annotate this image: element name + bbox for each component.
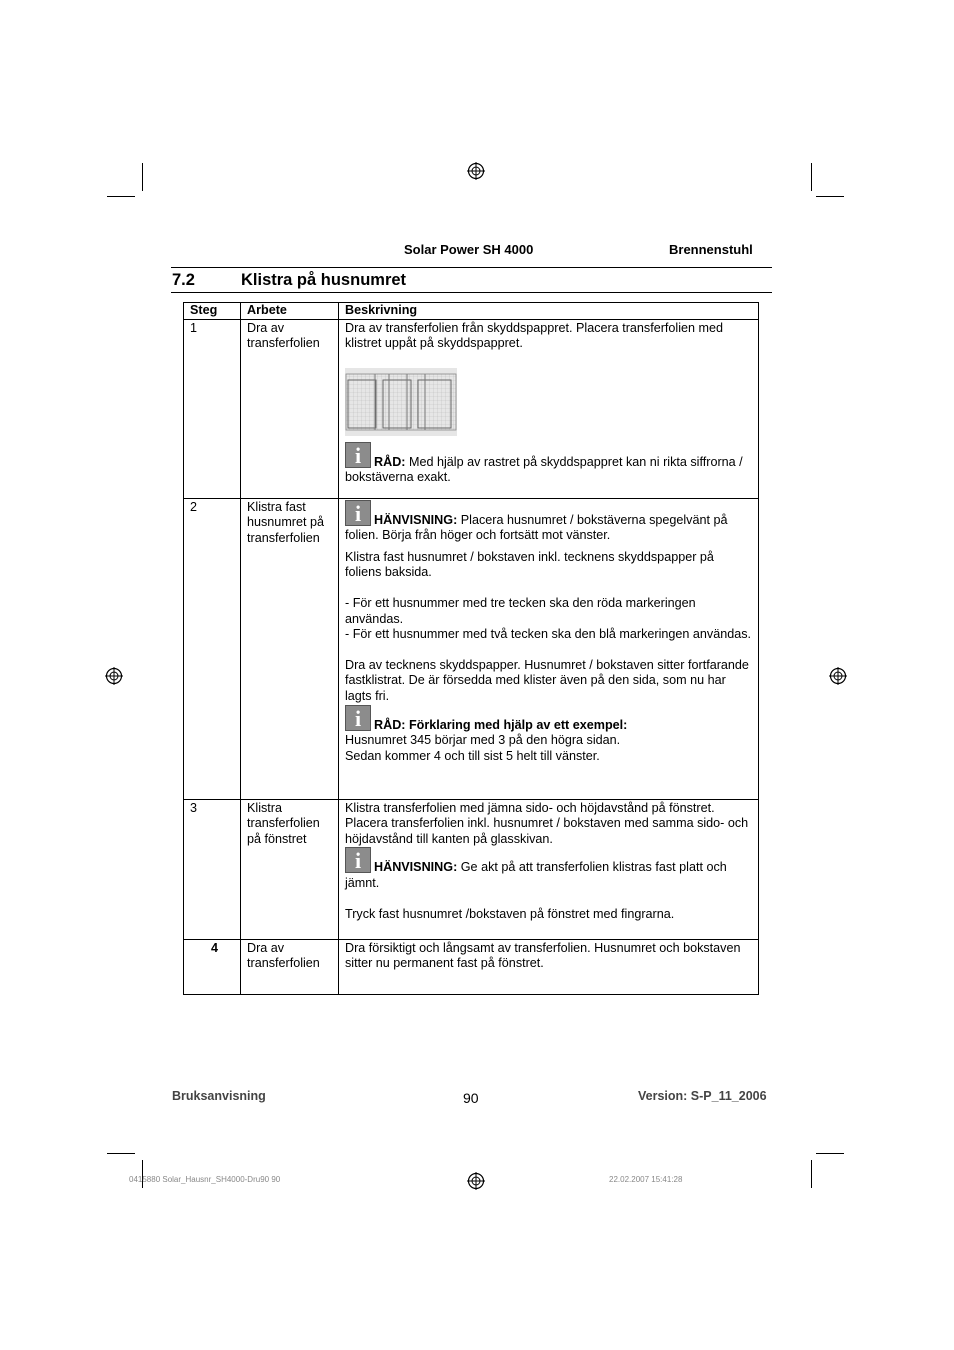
step-number: 1: [184, 319, 241, 498]
bullet-item: - För ett husnummer med två tecken ska den blå markeringen användas.: [345, 627, 752, 642]
crop-mark: [107, 1153, 135, 1154]
bullet-item: - För ett husnummer med tre tecken ska den röda markeringen användas.: [345, 595, 696, 626]
note-text: Placera husnumret / bokstäverna spegelvänt på folien. Börja från höger och fortsätt mot vänster.: [345, 512, 728, 543]
step-description: [339, 799, 759, 939]
table-row: [184, 939, 759, 994]
info-icon: i: [345, 847, 371, 873]
table-row: [184, 498, 759, 799]
note-label: HÄNVISNING:: [374, 512, 458, 527]
crop-mark: [811, 1160, 812, 1188]
table-row: [184, 799, 759, 939]
column-header-task: Arbete: [241, 303, 339, 320]
step-description: [339, 939, 759, 994]
description-text: Dra försiktigt och långsamt av transferfolien. Husnumret och bokstaven sitter nu permanent fast på fönstret.: [345, 940, 741, 971]
page-number: 90: [463, 1090, 479, 1106]
header-product: Solar Power SH 4000: [404, 242, 534, 257]
footer-manual-label: Bruksanvisning: [172, 1089, 266, 1103]
registration-mark-icon: [829, 667, 847, 685]
step-task: Klistra fast husnumret på transferfolien: [241, 498, 339, 799]
tip-paragraph: [345, 442, 753, 486]
example-line: Husnumret 345 börjar med 3 på den högra sidan.: [345, 733, 621, 748]
step-task: Klistra transferfolien på fönstret: [241, 799, 339, 939]
registration-mark-icon: [467, 162, 485, 180]
registration-mark-icon: [467, 1172, 485, 1190]
description-text: Dra av transferfolien från skyddspappret. Placera transferfolien med klistret uppåt på skyddspappret.: [345, 320, 723, 351]
info-icon: i: [345, 442, 371, 468]
crop-mark: [107, 196, 135, 197]
tip-text: Med hjälp av rastret på skyddspappret kan ni rikta siffrorna / bokstäverna exakt.: [345, 454, 743, 485]
header-brand: Brennenstuhl: [669, 242, 753, 257]
step-number: 4: [184, 939, 241, 994]
registration-mark-icon: [105, 667, 123, 685]
backing-paper-grid-image: [345, 368, 457, 436]
column-header-description: Beskrivning: [339, 303, 759, 320]
info-icon: i: [345, 500, 371, 526]
example-line: Sedan kommer 4 och till sist 5 helt till vänster.: [345, 748, 600, 763]
crop-mark: [142, 163, 143, 191]
print-slug-file: 0415880 Solar_Hausnr_SH4000-Dru90 90: [129, 1175, 281, 1184]
note-paragraph: [345, 847, 753, 891]
step-description: [339, 319, 759, 498]
section-number: 7.2: [172, 271, 195, 289]
description-text: Dra av tecknens skyddspapper. Husnumret / bokstaven sitter fortfarande fastklistrat. De är försedda med klister även på den sida, som nu har lagts fri.: [345, 657, 749, 703]
header-rule: [171, 267, 772, 268]
info-icon: i: [345, 705, 371, 731]
description-text: Tryck fast husnumret /bokstaven på fönstret med fingrarna.: [345, 906, 675, 921]
note-text: Ge akt på att transferfolien klistras fast platt och jämnt.: [345, 860, 727, 890]
table-header-row: [184, 303, 759, 320]
step-description: [339, 498, 759, 799]
crop-mark: [816, 196, 844, 197]
description-text: Klistra transferfolien med jämna sido- och höjdavstånd på fönstret. Placera transferfolien inkl. husnumret / bokstaven med samma sido- och höjdavstånd till kanten på glasskivan.: [345, 800, 749, 846]
note-label: HÄNVISNING:: [374, 860, 458, 875]
step-number: 2: [184, 498, 241, 799]
steps-table: [183, 302, 759, 995]
step-task: Dra av transferfolien: [241, 939, 339, 994]
crop-mark: [811, 163, 812, 191]
crop-mark: [816, 1153, 844, 1154]
note-paragraph: [345, 500, 753, 544]
tip-paragraph: [345, 705, 753, 734]
step-task: Dra av transferfolien: [241, 319, 339, 498]
table-row: [184, 319, 759, 498]
section-title: Klistra på husnumret: [241, 271, 407, 289]
section-rule: [171, 292, 772, 293]
tip-label: RÅD:: [374, 454, 406, 469]
tip-label: RÅD: Förklaring med hjälp av ett exempel:: [374, 717, 628, 732]
step-number: 3: [184, 799, 241, 939]
footer-version: Version: S-P_11_2006: [638, 1089, 767, 1103]
column-header-step: Steg: [184, 303, 241, 320]
print-slug-timestamp: 22.02.2007 15:41:28: [609, 1175, 683, 1184]
description-text: Klistra fast husnumret / bokstaven inkl. tecknens skyddspapper på foliens baksida.: [345, 549, 714, 580]
